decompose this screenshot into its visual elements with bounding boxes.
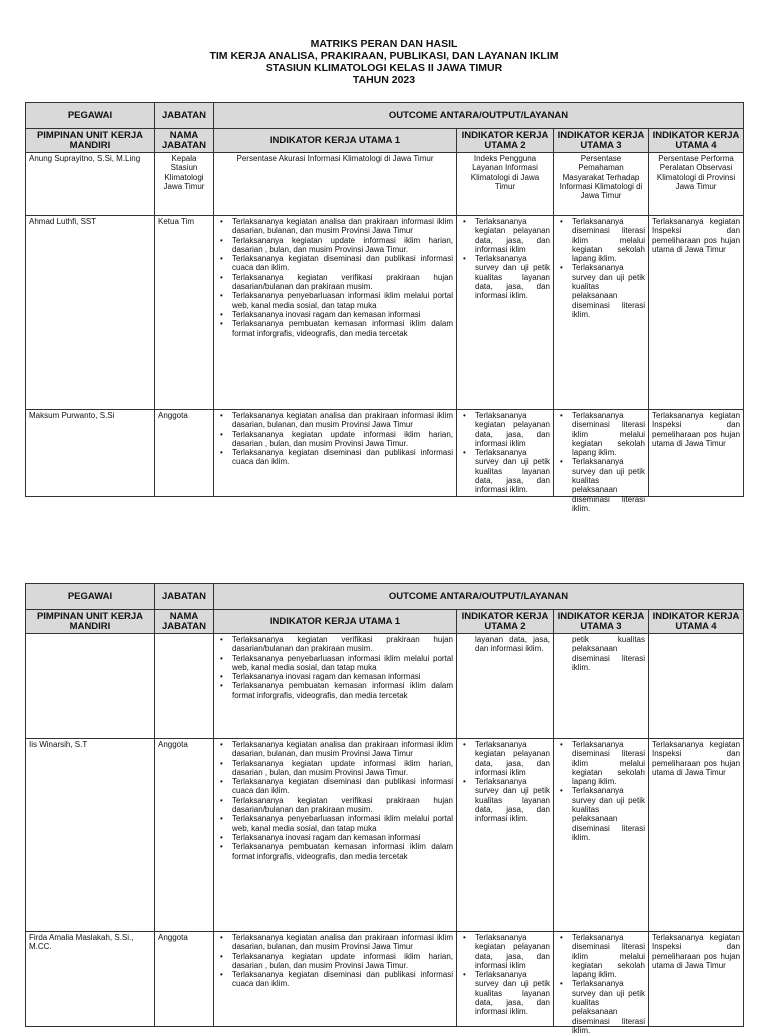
list-item: • Terlaksananya diseminasi literasi iklim melalui kegiatan sekolah lapang iklim. bbox=[558, 411, 645, 457]
title-line-1: MATRIKS PERAN DAN HASIL bbox=[310, 38, 458, 50]
header-jabatan: JABATAN bbox=[155, 103, 214, 129]
list-item: • Terlaksananya inovasi ragam dan kemasan informasi bbox=[218, 833, 453, 842]
header-outcome: OUTCOME ANTARA/OUTPUT/LAYANAN bbox=[214, 584, 744, 610]
list-item: • Terlaksananya inovasi ragam dan kemasan informasi bbox=[218, 672, 453, 681]
list-item: • Terlaksananya diseminasi literasi iklim melalui kegiatan sekolah lapang iklim. bbox=[558, 217, 645, 263]
iku2-activity-list bbox=[457, 932, 554, 1027]
list-item: • Terlaksananya kegiatan pelayanan data, jasa, dan informasi iklim bbox=[461, 217, 550, 254]
list-item: • Terlaksananya survey dan uji petik kualitas pelaksanaan diseminasi literasi iklim. bbox=[558, 457, 645, 513]
staff-jabatan: Anggota bbox=[155, 932, 214, 1027]
list-item: • Terlaksananya diseminasi literasi iklim melalui kegiatan sekolah lapang iklim. bbox=[558, 740, 645, 786]
list-item: • Terlaksananya pembuatan kemasan informasi iklim dalam format inforgrafis, videografis, dan media tercetak bbox=[218, 842, 453, 861]
list-item: • Terlaksananya kegiatan diseminasi dan publikasi informasi cuaca dan iklim. bbox=[218, 970, 453, 989]
iku1-activity-list bbox=[214, 410, 457, 497]
document-title bbox=[0, 38, 768, 86]
list-item: • Terlaksananya kegiatan pelayanan data, jasa, dan informasi iklim bbox=[461, 411, 550, 448]
header-iku-3: INDIKATOR KERJA UTAMA 3 bbox=[554, 610, 649, 634]
list-item: • Terlaksananya kegiatan update informasi iklim harian, dasarian , bulan, dan musim Provinsi Jawa Timur. bbox=[218, 759, 453, 778]
header-iku-3: INDIKATOR KERJA UTAMA 3 bbox=[554, 129, 649, 153]
staff-name: Iis Winarsih, S.T bbox=[26, 739, 155, 932]
list-item: • Terlaksananya kegiatan verifikasi prakiraan hujan dasarian/bulanan dan prakiraan musim. bbox=[218, 635, 453, 654]
header-iku-4: INDIKATOR KERJA UTAMA 4 bbox=[649, 610, 744, 634]
staff-name: Ahmad Luthfi, SST bbox=[26, 216, 155, 410]
table-row bbox=[26, 932, 744, 1027]
header-iku-2: INDIKATOR KERJA UTAMA 2 bbox=[457, 129, 554, 153]
iku1-activity-list bbox=[214, 739, 457, 932]
iku3-activity-list bbox=[554, 932, 649, 1035]
list-item: • Terlaksananya kegiatan verifikasi prakiraan hujan dasarian/bulanan dan prakiraan musim. bbox=[218, 796, 453, 815]
list-item: • Terlaksananya survey dan uji petik kualitas layanan data, jasa, dan informasi iklim. bbox=[461, 254, 550, 300]
list-item: • Terlaksananya penyebarluasan informasi iklim melalui portal web, kanal media sosial, dan tatap muka bbox=[218, 814, 453, 833]
list-item: • Terlaksananya kegiatan update informasi iklim harian, dasarian , bulan, dan musim Provinsi Jawa Timur. bbox=[218, 430, 453, 449]
list-item: • Terlaksananya kegiatan verifikasi prakiraan hujan dasarian/bulanan dan prakiraan musim. bbox=[218, 273, 453, 292]
leader-jabatan: Kepala Stasiun Klimatologi Jawa Timur bbox=[155, 153, 214, 216]
list-item: • Terlaksananya kegiatan update informasi iklim harian, dasarian , bulan, dan musim Provinsi Jawa Timur. bbox=[218, 236, 453, 255]
list-item: • Terlaksananya kegiatan pelayanan data, jasa, dan informasi iklim bbox=[461, 933, 550, 970]
list-item: • Terlaksananya penyebarluasan informasi iklim melalui portal web, kanal media sosial, dan tatap muka bbox=[218, 654, 453, 673]
title-line-4: TAHUN 2023 bbox=[352, 74, 416, 86]
leader-name: Anung Suprayitno, S.Si, M.Ling bbox=[26, 153, 155, 216]
iku1-activity-list bbox=[214, 634, 457, 739]
header-pegawai: PEGAWAI bbox=[26, 584, 155, 610]
iku3-activity-list bbox=[554, 216, 649, 410]
leader-iku-3: Persentase Pemahaman Masyarakat Terhadap Informasi Klimatologi di Jawa Timur bbox=[554, 153, 649, 216]
table-row bbox=[26, 216, 744, 410]
header-iku-1: INDIKATOR KERJA UTAMA 1 bbox=[214, 129, 457, 153]
leader-iku-4: Persentase Performa Peralatan Observasi Klimatologi di Provinsi Jawa Timur bbox=[649, 153, 744, 216]
iku1-activity-list bbox=[214, 216, 457, 410]
title-line-2: TIM KERJA ANALISA, PRAKIRAAN, PUBLIKASI, DAN LAYANAN IKLIM bbox=[209, 50, 559, 62]
leader-iku-2: Indeks Pengguna Layanan Informasi Klimatologi di Jawa Timur bbox=[457, 153, 554, 216]
header-outcome: OUTCOME ANTARA/OUTPUT/LAYANAN bbox=[214, 103, 744, 129]
list-item: • Terlaksananya survey dan uji petik kualitas pelaksanaan diseminasi literasi iklim. bbox=[558, 979, 645, 1035]
staff-jabatan: Ketua Tim bbox=[155, 216, 214, 410]
table-row bbox=[26, 410, 744, 497]
iku2-activity-list bbox=[457, 216, 554, 410]
header-iku-2: INDIKATOR KERJA UTAMA 2 bbox=[457, 610, 554, 634]
iku4-activity: Terlaksananya kegiatan Inspeksi dan pemeliharaan pos hujan utama di Jawa Timur bbox=[649, 739, 744, 932]
list-item: • Terlaksananya pembuatan kemasan informasi iklim dalam format inforgrafis, videografis, dan media tercetak bbox=[218, 681, 453, 700]
list-item: • Terlaksananya pembuatan kemasan informasi iklim dalam format inforgrafis, videografis, dan media tercetak bbox=[218, 319, 453, 338]
title-line-3: STASIUN KLIMATOLOGI KELAS II JAWA TIMUR bbox=[265, 62, 503, 74]
table-row bbox=[26, 739, 744, 932]
list-item: • Terlaksananya kegiatan pelayanan data, jasa, dan informasi iklim bbox=[461, 740, 550, 777]
iku3-continued: petik kualitas pelaksanaan diseminasi literasi iklim. bbox=[554, 634, 649, 739]
header-iku-1: INDIKATOR KERJA UTAMA 1 bbox=[214, 610, 457, 634]
list-item: • Terlaksananya kegiatan analisa dan prakiraan informasi iklim dasarian, bulanan, dan musim Provinsi Jawa Timur bbox=[218, 740, 453, 759]
header-pimpinan: PIMPINAN UNIT KERJA MANDIRI bbox=[26, 610, 155, 634]
staff-name: Firda Amalia Maslakah, S.Si., M.CC. bbox=[26, 932, 155, 1027]
list-item: • Terlaksananya survey dan uji petik kualitas pelaksanaan diseminasi literasi iklim. bbox=[558, 263, 645, 319]
list-item: • Terlaksananya kegiatan analisa dan prakiraan informasi iklim dasarian, bulanan, dan musim Provinsi Jawa Timur bbox=[218, 217, 453, 236]
list-item: • Terlaksananya survey dan uji petik kualitas layanan data, jasa, dan informasi iklim. bbox=[461, 777, 550, 823]
list-item: • Terlaksananya kegiatan update informasi iklim harian, dasarian , bulan, dan musim Provinsi Jawa Timur. bbox=[218, 952, 453, 971]
list-item: • Terlaksananya survey dan uji petik kualitas layanan data, jasa, dan informasi iklim. bbox=[461, 970, 550, 1016]
list-item: • Terlaksananya kegiatan diseminasi dan publikasi informasi cuaca dan iklim. bbox=[218, 448, 453, 467]
list-item: • Terlaksananya kegiatan analisa dan prakiraan informasi iklim dasarian, bulanan, dan musim Provinsi Jawa Timur bbox=[218, 411, 453, 430]
header-jabatan: JABATAN bbox=[155, 584, 214, 610]
list-item: • Terlaksananya penyebarluasan informasi iklim melalui portal web, kanal media sosial, dan tatap muka bbox=[218, 291, 453, 310]
list-item: • Terlaksananya kegiatan diseminasi dan publikasi informasi cuaca dan iklim. bbox=[218, 254, 453, 273]
iku4-activity: Terlaksananya kegiatan Inspeksi dan pemeliharaan pos hujan utama di Jawa Timur bbox=[649, 216, 744, 410]
role-matrix-table-page-1 bbox=[25, 102, 744, 513]
header-pimpinan: PIMPINAN UNIT KERJA MANDIRI bbox=[26, 129, 155, 153]
iku4-activity: Terlaksananya kegiatan Inspeksi dan pemeliharaan pos hujan utama di Jawa Timur bbox=[649, 410, 744, 497]
role-matrix-table-page-2 bbox=[25, 583, 744, 1035]
iku2-activity-list bbox=[457, 739, 554, 932]
iku2-activity-list bbox=[457, 410, 554, 497]
list-item: • Terlaksananya survey dan uji petik kualitas layanan data, jasa, dan informasi iklim. bbox=[461, 448, 550, 494]
list-item: • Terlaksananya diseminasi literasi iklim melalui kegiatan sekolah lapang iklim. bbox=[558, 933, 645, 979]
header-pegawai: PEGAWAI bbox=[26, 103, 155, 129]
iku3-activity-list bbox=[554, 410, 649, 513]
list-item: • Terlaksananya survey dan uji petik kualitas pelaksanaan diseminasi literasi iklim. bbox=[558, 786, 645, 842]
leader-iku-1: Persentase Akurasi Informasi Klimatologi di Jawa Timur bbox=[214, 153, 457, 216]
staff-jabatan: Anggota bbox=[155, 410, 214, 497]
staff-jabatan: Anggota bbox=[155, 739, 214, 932]
list-item: • Terlaksananya kegiatan analisa dan prakiraan informasi iklim dasarian, bulanan, dan musim Provinsi Jawa Timur bbox=[218, 933, 453, 952]
table-row bbox=[26, 153, 744, 216]
list-item: • Terlaksananya inovasi ragam dan kemasan informasi bbox=[218, 310, 453, 319]
header-nama-jabatan: NAMA JABATAN bbox=[155, 129, 214, 153]
iku2-continued: layanan data, jasa, dan informasi iklim. bbox=[457, 634, 554, 739]
iku1-activity-list bbox=[214, 932, 457, 1027]
iku3-activity-list bbox=[554, 739, 649, 932]
list-item: • Terlaksananya kegiatan diseminasi dan publikasi informasi cuaca dan iklim. bbox=[218, 777, 453, 796]
iku4-activity: Terlaksananya kegiatan Inspeksi dan pemeliharaan pos hujan utama di Jawa Timur bbox=[649, 932, 744, 1027]
header-nama-jabatan: NAMA JABATAN bbox=[155, 610, 214, 634]
header-iku-4: INDIKATOR KERJA UTAMA 4 bbox=[649, 129, 744, 153]
staff-name: Maksum Purwanto, S.Si bbox=[26, 410, 155, 497]
table-row bbox=[26, 634, 744, 739]
